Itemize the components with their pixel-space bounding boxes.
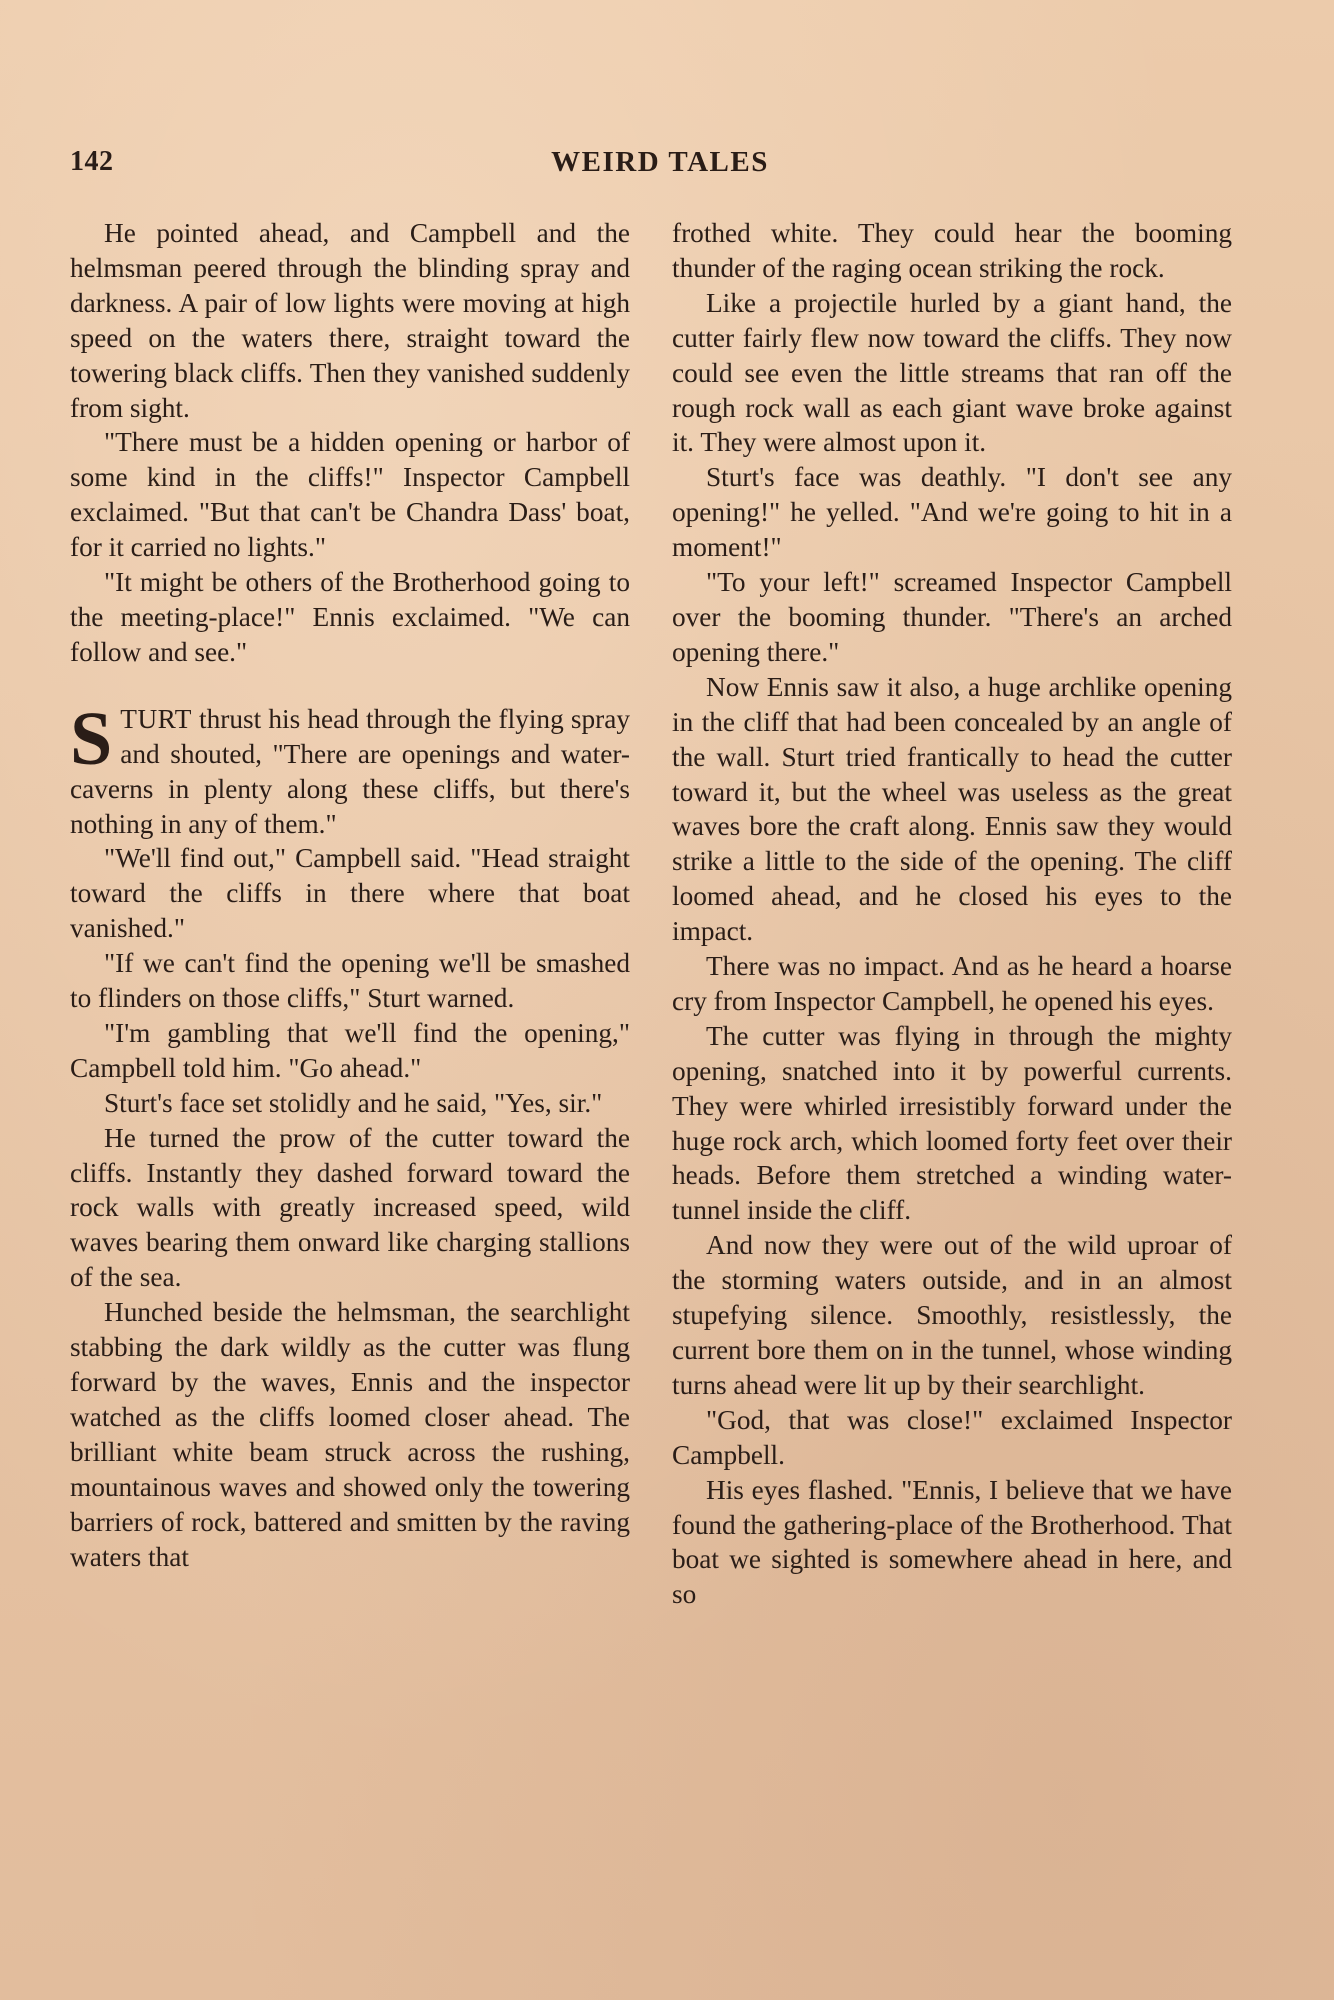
paragraph: "If we can't find the opening we'll be smashed to flinders on those cliffs," Sturt warned.	[70, 948, 630, 1014]
paragraph: He turned the prow of the cutter toward the cliffs. Instantly they dashed forward toward the rock walls with greatly increased speed, wild waves bearing them onward like charging stallions of the sea.	[70, 1122, 630, 1293]
section-break	[70, 670, 630, 702]
paragraph: Like a projectile hurled by a giant hand, the cutter fairly flew now toward the cliffs. They now could see even the little streams that ran off the rough rock wall as each giant wave broke against it. They were almost upon it.	[672, 287, 1232, 458]
paragraph: Now Ennis saw it also, a huge archlike opening in the cliff that had been concealed by an angle of the wall. Sturt tried frantically to head the cutter toward it, but the wheel was useless as the great waves bore the craft along. Ennis saw they would strike a little to the side of the opening. The cliff loomed ahead, and he closed his eyes to the impact.	[672, 671, 1232, 947]
paragraph: Sturt's face was deathly. "I don't see any opening!" he yelled. "And we're going to hit in a moment!"	[672, 462, 1232, 563]
paragraph: "To your left!" screamed Inspector Campbell over the booming thunder. "There's an arched opening there."	[672, 567, 1232, 667]
paragraph-text: thrust his head through the flying spray and shouted, "There are openings and water-caverns in plenty along these cliffs, but there's nothing in any of them."	[70, 703, 630, 839]
paragraph: His eyes flashed. "Ennis, I believe that we have found the gathering-place of the Brotherhood. That boat we sighted is somewhere ahead in here, and so	[672, 1474, 1232, 1610]
paragraph: "God, that was close!" exclaimed Inspector Campbell.	[672, 1404, 1232, 1470]
dropcap-paragraph	[70, 696, 630, 842]
small-caps-word: TURT	[120, 703, 192, 734]
paragraph: The cutter was flying in through the mighty opening, snatched into it by powerful currents. They were whirled irresistibly forward under the huge rock arch, which loomed forty feet over their heads. Before them stretched a winding water-tunnel inside the cliff.	[672, 1020, 1232, 1226]
left-column	[70, 216, 630, 1574]
paragraph-continued: frothed white. They could hear the booming thunder of the raging ocean striking the rock.	[672, 218, 1232, 283]
paragraph: There was no impact. And as he heard a hoarse cry from Inspector Campbell, he opened his eyes.	[672, 951, 1232, 1016]
drop-cap-letter: S	[70, 696, 113, 781]
paragraph: And now they were out of the wild uproar of the storming waters outside, and in an almost stupefying silence. Smoothly, resistlessly, the current bore them on in the tunnel, whose winding turns ahead were lit up by their searchlight.	[672, 1230, 1232, 1400]
page-number: 142	[70, 146, 114, 177]
paragraph: He pointed ahead, and Campbell and the helmsman peered through the blinding spray and darkness. A pair of low lights were moving at high speed on the waters there, straight toward the towering black cliffs. Then they vanished suddenly from sight.	[70, 218, 630, 423]
running-title: WEIRD TALES	[551, 146, 769, 178]
paragraph: "There must be a hidden opening or harbor of some kind in the cliffs!" Inspector Campbell exclaimed. "But that can't be Chandra Dass' boat, for it carried no lights."	[70, 427, 630, 563]
paragraph: Sturt's face set stolidly and he said, "Yes, sir."	[104, 1087, 603, 1118]
page-header	[70, 146, 1250, 186]
paragraph: "We'll find out," Campbell said. "Head straight toward the cliffs in there where that boat vanished."	[70, 843, 630, 944]
paragraph: Hunched beside the helmsman, the searchlight stabbing the dark wildly as the cutter was flung forward by the waves, Ennis and the inspector watched as the cliffs loomed closer ahead. The brilliant white beam struck across the rushing, mountainous waves and showed only the towering barriers of rock, battered and smitten by the raving waters that	[70, 1297, 630, 1572]
paragraph: "I'm gambling that we'll find the opening," Campbell told him. "Go ahead."	[70, 1017, 630, 1083]
paragraph: "It might be others of the Brotherhood going to the meeting-place!" Ennis exclaimed. "We can follow and see."	[70, 567, 630, 667]
right-column	[672, 216, 1232, 1612]
